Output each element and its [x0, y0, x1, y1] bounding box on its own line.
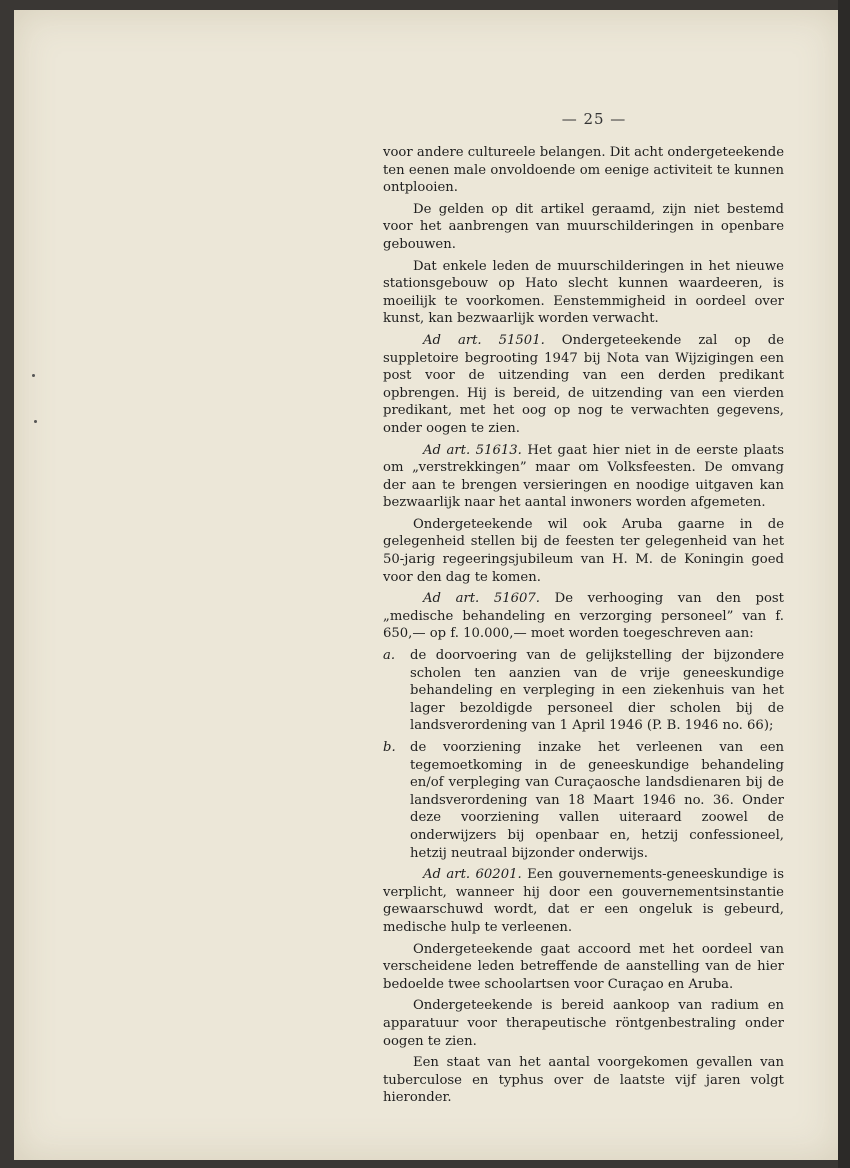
paper-speck [34, 420, 37, 423]
paragraph: Ondergeteekende gaat accoord met het oordeel van verscheidene leden betreffende de aanstelling van de hier bedoelde twee schoolartsen voor Curaçao en Aruba. [383, 941, 784, 992]
paragraph-ad-60201 [383, 866, 784, 936]
paragraph: Dat enkele leden de muurschilderingen in het nieuwe stationsgebouw op Hato slecht kunnen waardeeren, is moeilijk te voorkomen. Eenstemmigheid in oordeel over kunst, kan bezwaarlijk worden verwacht. [383, 258, 784, 327]
list-marker: b. [383, 740, 396, 755]
paragraph-body: Ondergeteekende zal op de suppletoire begrooting 1947 bij Nota van Wijzigingen een post voor de uitzending van een derden predikant opbrengen. Hij is bereid, de uitzending van een vierden predikant, met het oog op nog te verwachten gegevens, onder oogen te zien. [383, 332, 785, 436]
paragraph: Een staat van het aantal voorgekomen gevallen van tuberculose en typhus over de laatste vijf jaren volgt hieronder. [383, 1055, 784, 1106]
page-number: — 25 — [561, 110, 627, 128]
article-reference: Ad art. 51501. [423, 332, 545, 348]
paper-speck [32, 374, 35, 377]
article-reference: Ad art. 51607. [423, 591, 540, 607]
article-reference: Ad art. 51613. [423, 442, 522, 458]
paragraph: Ondergeteekende wil ook Aruba gaarne in de gelegenheid stellen bij de feesten ter gelegenheid van het 50-jarig regeeringsjubileum van H. M. de Koningin goed voor den dag te komen. [383, 516, 784, 585]
list-item-text: de voorziening inzake het verleenen van een tegemoetkoming in de geneeskundige behandeling en/of verpleging van Curaçaosche landsdienaren bij de landsverordening van 18 Maart 1946 no. 36. Onder deze voorziening vallen uiteraard zoowel de onderwijzers bij openbaar en, hetzij confessioneel, hetzij neutraal bijzonder onderwijs. [410, 740, 784, 861]
paragraph-body: Een gouvernements-geneeskundige is verplicht, wanneer hij door een gouvernementsinstantie gewaarschuwd wordt, dat er een ongeluk is gebeurd, medische hulp te verleenen. [383, 867, 784, 935]
list-item-a [383, 647, 784, 735]
paragraph: Ondergeteekende is bereid aankoop van radium en apparatuur voor therapeutische röntgenbestraling onder oogen te zien. [383, 998, 784, 1049]
article-reference: Ad art. 60201. [423, 867, 522, 883]
list-item-text: de doorvoering van de gelijkstelling der bijzondere scholen ten aanzien van de vrije geneeskundige behandeling en verpleging in een ziekenhuis van het lager bezoldigde personeel dier scholen bij de landsverordening van 1 April 1946 (P. B. 1946 no. 66); [410, 648, 784, 734]
list-item-b [383, 739, 784, 862]
document-page [14, 10, 840, 1160]
list-marker: a. [383, 648, 396, 664]
paragraph-ad-51501 [383, 332, 784, 438]
body-text [383, 144, 784, 1111]
paragraph: voor andere cultureele belangen. Dit acht ondergeteekende ten eenen male onvoldoende om eenige activiteit te kunnen ontplooien. [383, 145, 784, 196]
paragraph-ad-51607 [383, 590, 784, 643]
paragraph-ad-51613 [383, 442, 784, 512]
paragraph-body: Het gaat hier niet in de eerste plaats om „verstrekkingen” maar om Volksfeesten. De omvang der aan te brengen versieringen en noodige uitgaven kan bezwaarlijk naar het aantal inwoners worden afgemeten. [383, 442, 784, 511]
paragraph-body: De verhooging van den post „medische behandeling en verzorging personeel” van f. 650,— op f. 10.000,— moet worden toegeschreven aan: [383, 591, 784, 642]
scan-border [838, 0, 850, 1168]
paragraph: De gelden op dit artikel geraamd, zijn niet bestemd voor het aanbrengen van muurschilderingen in openbare gebouwen. [383, 201, 784, 252]
